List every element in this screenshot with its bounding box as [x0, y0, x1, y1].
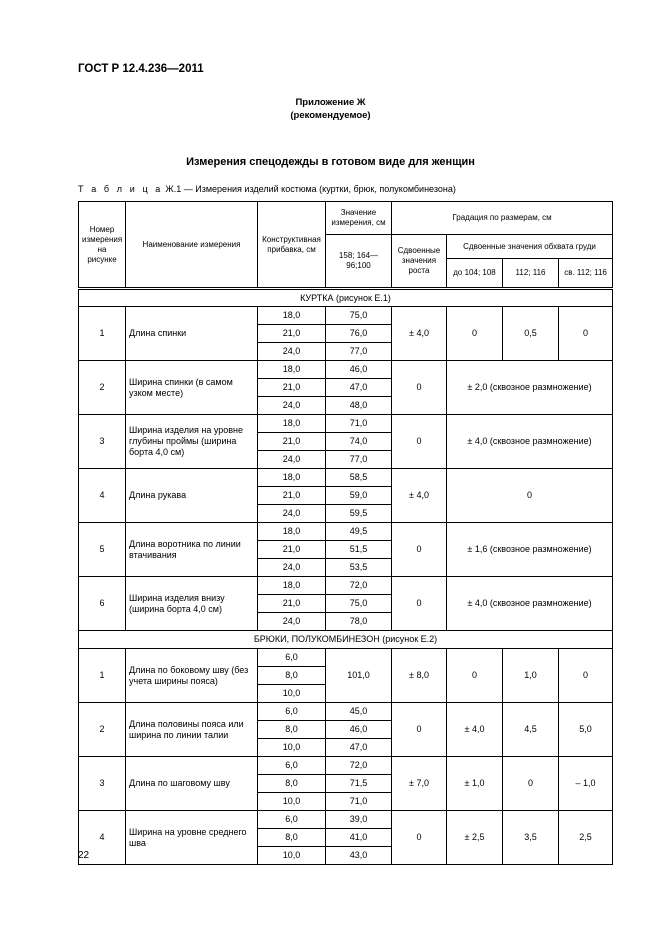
allowance-cell: 21,0 — [258, 379, 326, 397]
chest-grading-cell: 0 — [559, 307, 613, 361]
table-caption-text: Измерения изделий костюма (куртки, брюк, полукомбинезона) — [195, 184, 456, 194]
table-row — [79, 361, 613, 379]
allowance-cell: 18,0 — [258, 469, 326, 487]
height-grading-cell: 0 — [392, 523, 447, 577]
chest-grading-cell: 0 — [559, 649, 613, 703]
table-row — [79, 415, 613, 433]
table-row — [79, 703, 613, 721]
header-allowance: Конструктивная прибавка, см — [258, 202, 326, 289]
allowance-cell: 21,0 — [258, 541, 326, 559]
measurement-name-cell: Ширина спинки (в самом узком месте) — [126, 361, 258, 415]
allowance-cell: 10,0 — [258, 793, 326, 811]
allowance-cell: 8,0 — [258, 721, 326, 739]
chest-grading-cell: ± 2,0 (сквозное размножение) — [447, 361, 613, 415]
chest-grading-cell: ± 1,6 (сквозное размножение) — [447, 523, 613, 577]
allowance-cell: 24,0 — [258, 613, 326, 631]
measurements-table — [78, 201, 613, 865]
chest-grading-cell: 3,5 — [503, 811, 559, 865]
value-cell: 74,0 — [326, 433, 392, 451]
table-header — [79, 202, 613, 289]
value-cell: 59,5 — [326, 505, 392, 523]
table-caption-label: Т а б л и ц а — [78, 184, 163, 194]
table-body — [79, 289, 613, 865]
measurement-name-cell: Ширина на уровне среднего шва — [126, 811, 258, 865]
table-row — [79, 811, 613, 829]
allowance-cell: 24,0 — [258, 397, 326, 415]
allowance-cell: 24,0 — [258, 343, 326, 361]
appendix-title: Приложение Ж — [295, 97, 366, 108]
value-cell: 39,0 — [326, 811, 392, 829]
fig-number-cell: 5 — [79, 523, 126, 577]
fig-number-cell: 1 — [79, 307, 126, 361]
fig-number-cell: 2 — [79, 361, 126, 415]
measurement-name-cell: Длина по боковому шву (без учета ширины пояса) — [126, 649, 258, 703]
table-row — [79, 523, 613, 541]
height-grading-cell: 0 — [392, 577, 447, 631]
header-chest-col: 112; 116 — [503, 259, 559, 289]
value-cell: 77,0 — [326, 451, 392, 469]
value-cell: 77,0 — [326, 343, 392, 361]
value-cell: 58,5 — [326, 469, 392, 487]
fig-number-cell: 4 — [79, 811, 126, 865]
measurement-name-cell: Длина спинки — [126, 307, 258, 361]
allowance-cell: 6,0 — [258, 703, 326, 721]
chest-grading-cell: 1,0 — [503, 649, 559, 703]
chest-grading-cell: 0 — [503, 757, 559, 811]
chest-grading-cell: ± 4,0 (сквозное размножение) — [447, 415, 613, 469]
allowance-cell: 21,0 — [258, 325, 326, 343]
value-cell: 72,0 — [326, 577, 392, 595]
page-number: 22 — [78, 850, 90, 861]
value-cell: 76,0 — [326, 325, 392, 343]
value-cell: 71,0 — [326, 793, 392, 811]
table-caption-number: Ж.1 — — [165, 184, 193, 194]
fig-number-cell: 3 — [79, 757, 126, 811]
chest-grading-cell: 4,5 — [503, 703, 559, 757]
allowance-cell: 24,0 — [258, 559, 326, 577]
value-cell: 43,0 — [326, 847, 392, 865]
chest-grading-cell: ± 2,5 — [447, 811, 503, 865]
value-cell: 71,0 — [326, 415, 392, 433]
chest-grading-cell: 2,5 — [559, 811, 613, 865]
value-cell: 53,5 — [326, 559, 392, 577]
value-cell: 47,0 — [326, 379, 392, 397]
allowance-cell: 18,0 — [258, 523, 326, 541]
table-row — [79, 757, 613, 775]
chest-grading-cell: ± 4,0 (сквозное размножение) — [447, 577, 613, 631]
section-row — [79, 631, 613, 649]
section-title-cell: КУРТКА (рисунок Е.1) — [79, 289, 613, 307]
measurement-name-cell: Длина рукава — [126, 469, 258, 523]
height-grading-cell: 0 — [392, 703, 447, 757]
table-row — [79, 649, 613, 667]
value-cell: 46,0 — [326, 721, 392, 739]
section-title: Измерения спецодежды в готовом виде для женщин — [186, 156, 475, 168]
allowance-cell: 8,0 — [258, 775, 326, 793]
header-measurement-name: Наименование измерения — [126, 202, 258, 289]
value-cell: 59,0 — [326, 487, 392, 505]
header-grading: Градация по размерам, см — [392, 202, 613, 235]
chest-grading-cell: 0 — [447, 469, 613, 523]
value-cell: 75,0 — [326, 307, 392, 325]
header-value: Значение измерения, см — [326, 202, 392, 235]
section-title-cell: БРЮКИ, ПОЛУКОМБИНЕЗОН (рисунок Е.2) — [79, 631, 613, 649]
chest-grading-cell: 5,0 — [559, 703, 613, 757]
appendix-note: (рекомендуемое) — [290, 110, 371, 121]
measurement-name-cell: Длина воротника по линии втачивания — [126, 523, 258, 577]
allowance-cell: 6,0 — [258, 757, 326, 775]
measurement-name-cell: Ширина изделия на уровне глубины проймы (ширина борта 4,0 см) — [126, 415, 258, 469]
chest-grading-cell: 0 — [447, 649, 503, 703]
allowance-cell: 24,0 — [258, 451, 326, 469]
allowance-cell: 18,0 — [258, 307, 326, 325]
value-cell: 48,0 — [326, 397, 392, 415]
header-chest-col: до 104; 108 — [447, 259, 503, 289]
value-cell: 78,0 — [326, 613, 392, 631]
fig-number-cell: 1 — [79, 649, 126, 703]
value-cell: 41,0 — [326, 829, 392, 847]
allowance-cell: 18,0 — [258, 415, 326, 433]
value-cell: 101,0 — [326, 649, 392, 703]
fig-number-cell: 6 — [79, 577, 126, 631]
fig-number-cell: 3 — [79, 415, 126, 469]
value-cell: 71,5 — [326, 775, 392, 793]
header-fig-number: Номер измерения на рисунке — [79, 202, 126, 289]
value-cell: 49,5 — [326, 523, 392, 541]
allowance-cell: 8,0 — [258, 667, 326, 685]
value-cell: 72,0 — [326, 757, 392, 775]
allowance-cell: 21,0 — [258, 595, 326, 613]
value-cell: 47,0 — [326, 739, 392, 757]
value-cell: 75,0 — [326, 595, 392, 613]
allowance-cell: 10,0 — [258, 739, 326, 757]
allowance-cell: 18,0 — [258, 361, 326, 379]
section-row — [79, 289, 613, 307]
allowance-cell: 10,0 — [258, 847, 326, 865]
table-row — [79, 469, 613, 487]
header-value-sizes: 158; 164—96;100 — [326, 235, 392, 289]
height-grading-cell: ± 7,0 — [392, 757, 447, 811]
allowance-cell: 6,0 — [258, 649, 326, 667]
chest-grading-cell: – 1,0 — [559, 757, 613, 811]
height-grading-cell: 0 — [392, 415, 447, 469]
header-chest: Сдвоенные значения обхвата груди — [447, 235, 613, 259]
height-grading-cell: ± 4,0 — [392, 307, 447, 361]
measurement-name-cell: Длина половины пояса или ширина по линии талии — [126, 703, 258, 757]
fig-number-cell: 4 — [79, 469, 126, 523]
allowance-cell: 21,0 — [258, 433, 326, 451]
height-grading-cell: ± 8,0 — [392, 649, 447, 703]
allowance-cell: 21,0 — [258, 487, 326, 505]
value-cell: 46,0 — [326, 361, 392, 379]
chest-grading-cell: ± 1,0 — [447, 757, 503, 811]
value-cell: 51,5 — [326, 541, 392, 559]
height-grading-cell: ± 4,0 — [392, 469, 447, 523]
chest-grading-cell: 0 — [447, 307, 503, 361]
chest-grading-cell: 0,5 — [503, 307, 559, 361]
height-grading-cell: 0 — [392, 811, 447, 865]
chest-grading-cell: ± 4,0 — [447, 703, 503, 757]
allowance-cell: 24,0 — [258, 505, 326, 523]
allowance-cell: 10,0 — [258, 685, 326, 703]
table-caption — [78, 184, 456, 194]
header-chest-col: св. 112; 116 — [559, 259, 613, 289]
document-header: ГОСТ Р 12.4.236—2011 — [78, 63, 204, 75]
table-row — [79, 577, 613, 595]
fig-number-cell: 2 — [79, 703, 126, 757]
measurement-name-cell: Ширина изделия внизу (ширина борта 4,0 см) — [126, 577, 258, 631]
table-row — [79, 307, 613, 325]
allowance-cell: 18,0 — [258, 577, 326, 595]
allowance-cell: 6,0 — [258, 811, 326, 829]
header-height: Сдвоенные значения роста — [392, 235, 447, 289]
height-grading-cell: 0 — [392, 361, 447, 415]
value-cell: 45,0 — [326, 703, 392, 721]
allowance-cell: 8,0 — [258, 829, 326, 847]
measurement-name-cell: Длина по шаговому шву — [126, 757, 258, 811]
